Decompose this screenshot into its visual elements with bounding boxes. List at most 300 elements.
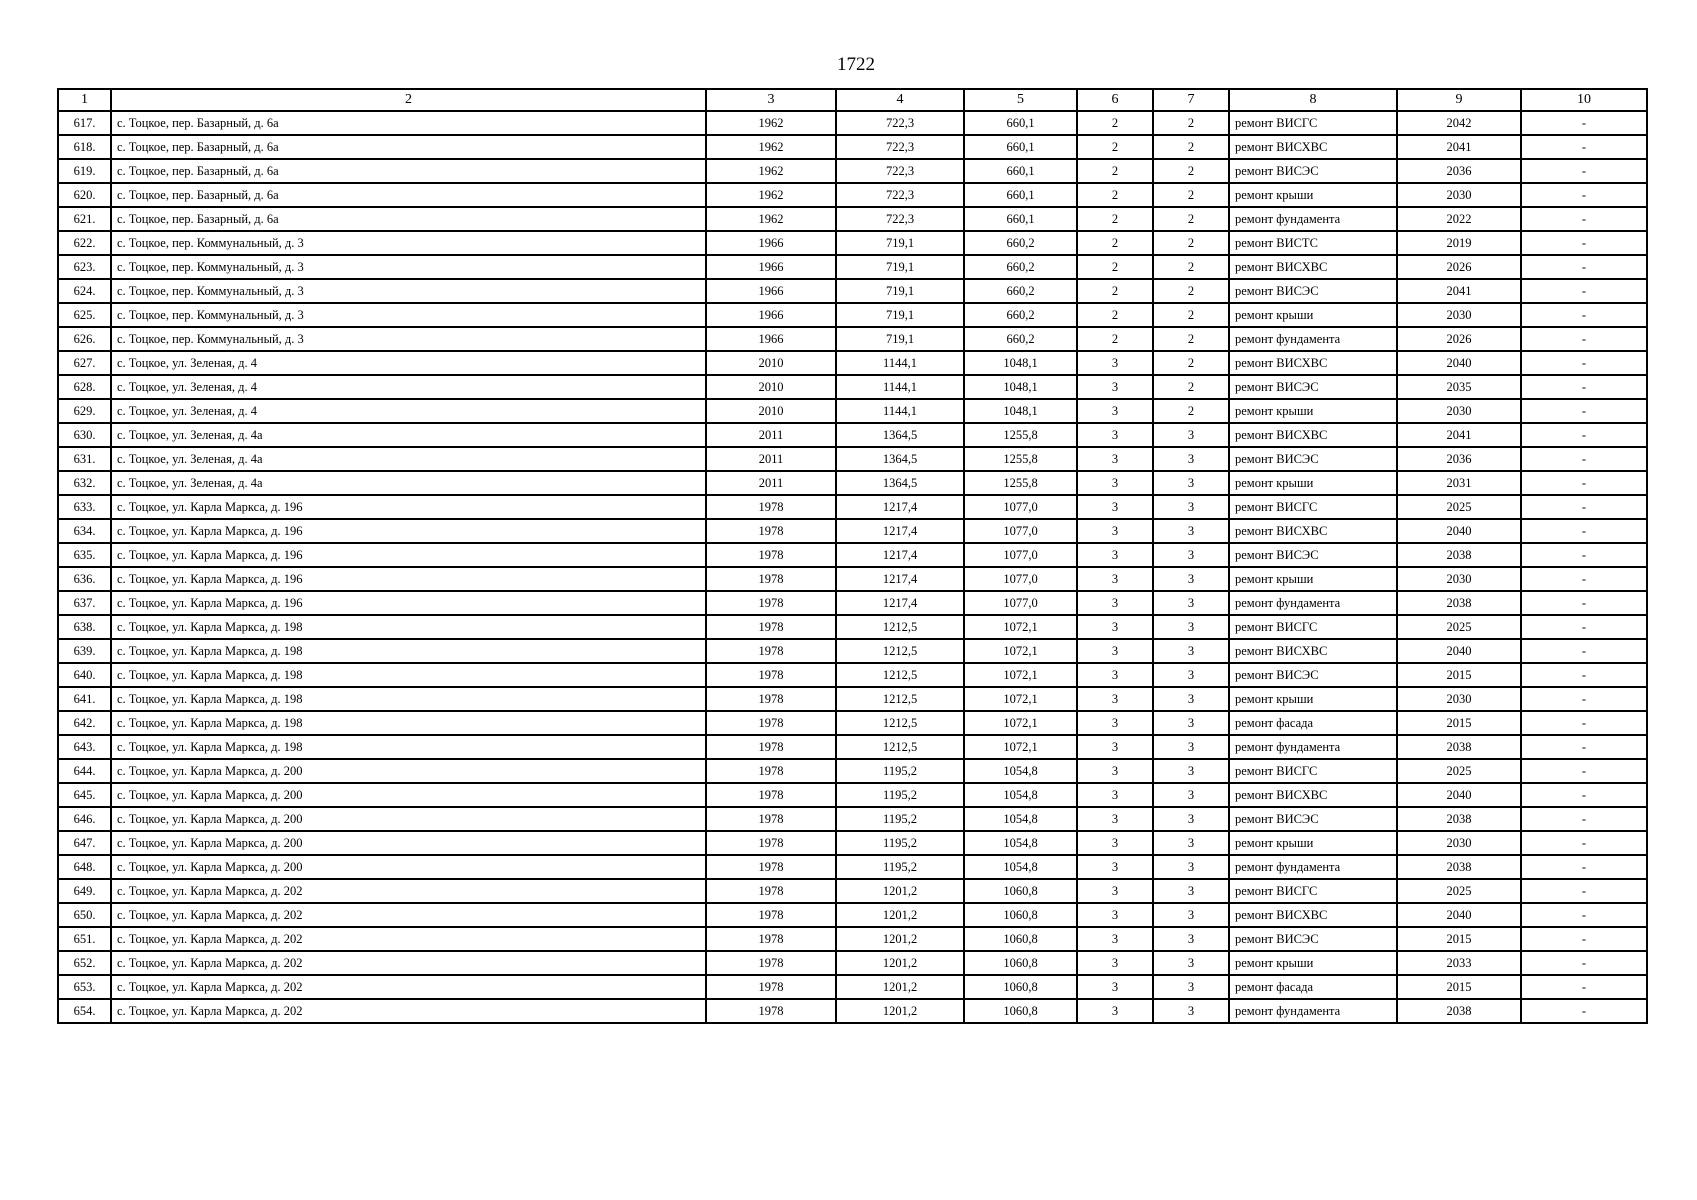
cell-living-area: 660,1 <box>964 183 1077 207</box>
cell-total-area: 719,1 <box>836 279 964 303</box>
cell-work-type: ремонт крыши <box>1229 471 1397 495</box>
cell-note: - <box>1521 279 1647 303</box>
table-row <box>58 855 1647 879</box>
cell-living-area: 1054,8 <box>964 783 1077 807</box>
table-row <box>58 903 1647 927</box>
cell-note: - <box>1521 591 1647 615</box>
cell-year-built: 1978 <box>706 903 836 927</box>
cell-work-type: ремонт ВИСХВС <box>1229 519 1397 543</box>
cell-row-number: 652. <box>58 951 111 975</box>
cell-entrances: 2 <box>1153 303 1229 327</box>
cell-entrances: 2 <box>1153 159 1229 183</box>
cell-year-built: 1978 <box>706 639 836 663</box>
cell-total-area: 1212,5 <box>836 615 964 639</box>
cell-planned-year: 2025 <box>1397 879 1521 903</box>
cell-note: - <box>1521 783 1647 807</box>
cell-note: - <box>1521 207 1647 231</box>
cell-floors: 2 <box>1077 159 1153 183</box>
cell-living-area: 1077,0 <box>964 495 1077 519</box>
cell-floors: 3 <box>1077 783 1153 807</box>
cell-address: с. Тоцкое, пер. Базарный, д. 6а <box>111 111 706 135</box>
cell-living-area: 1054,8 <box>964 807 1077 831</box>
cell-year-built: 1978 <box>706 951 836 975</box>
cell-address: с. Тоцкое, ул. Зеленая, д. 4а <box>111 423 706 447</box>
table-body <box>58 111 1647 1023</box>
table-row <box>58 975 1647 999</box>
cell-living-area: 1048,1 <box>964 375 1077 399</box>
cell-planned-year: 2036 <box>1397 159 1521 183</box>
cell-floors: 3 <box>1077 999 1153 1023</box>
cell-planned-year: 2040 <box>1397 351 1521 375</box>
cell-floors: 3 <box>1077 735 1153 759</box>
cell-work-type: ремонт фундамента <box>1229 855 1397 879</box>
cell-total-area: 1195,2 <box>836 855 964 879</box>
cell-address: с. Тоцкое, ул. Карла Маркса, д. 198 <box>111 663 706 687</box>
cell-living-area: 660,1 <box>964 111 1077 135</box>
cell-entrances: 3 <box>1153 759 1229 783</box>
cell-floors: 3 <box>1077 591 1153 615</box>
cell-work-type: ремонт крыши <box>1229 951 1397 975</box>
cell-row-number: 628. <box>58 375 111 399</box>
table-row <box>58 375 1647 399</box>
table-row <box>58 495 1647 519</box>
cell-total-area: 1144,1 <box>836 351 964 375</box>
cell-entrances: 2 <box>1153 207 1229 231</box>
cell-total-area: 719,1 <box>836 327 964 351</box>
table-row <box>58 447 1647 471</box>
cell-work-type: ремонт ВИСЭС <box>1229 807 1397 831</box>
cell-address: с. Тоцкое, ул. Карла Маркса, д. 196 <box>111 567 706 591</box>
cell-total-area: 1201,2 <box>836 951 964 975</box>
cell-note: - <box>1521 495 1647 519</box>
cell-planned-year: 2038 <box>1397 735 1521 759</box>
cell-total-area: 719,1 <box>836 231 964 255</box>
cell-planned-year: 2030 <box>1397 183 1521 207</box>
cell-planned-year: 2040 <box>1397 903 1521 927</box>
cell-floors: 3 <box>1077 543 1153 567</box>
column-header-5: 5 <box>964 89 1077 111</box>
cell-address: с. Тоцкое, пер. Коммунальный, д. 3 <box>111 255 706 279</box>
page-number: 1722 <box>837 54 875 75</box>
cell-total-area: 1364,5 <box>836 447 964 471</box>
cell-planned-year: 2026 <box>1397 255 1521 279</box>
cell-planned-year: 2025 <box>1397 759 1521 783</box>
cell-address: с. Тоцкое, ул. Карла Маркса, д. 198 <box>111 615 706 639</box>
cell-row-number: 651. <box>58 927 111 951</box>
cell-note: - <box>1521 303 1647 327</box>
cell-address: с. Тоцкое, пер. Базарный, д. 6а <box>111 159 706 183</box>
cell-address: с. Тоцкое, пер. Базарный, д. 6а <box>111 135 706 159</box>
cell-planned-year: 2025 <box>1397 495 1521 519</box>
table-row <box>58 927 1647 951</box>
cell-work-type: ремонт ВИСХВС <box>1229 255 1397 279</box>
table-row <box>58 663 1647 687</box>
cell-year-built: 2010 <box>706 375 836 399</box>
cell-address: с. Тоцкое, ул. Карла Маркса, д. 202 <box>111 879 706 903</box>
cell-total-area: 1201,2 <box>836 975 964 999</box>
cell-row-number: 618. <box>58 135 111 159</box>
cell-address: с. Тоцкое, пер. Коммунальный, д. 3 <box>111 327 706 351</box>
cell-planned-year: 2019 <box>1397 231 1521 255</box>
cell-entrances: 3 <box>1153 615 1229 639</box>
cell-year-built: 2011 <box>706 447 836 471</box>
cell-year-built: 2011 <box>706 471 836 495</box>
cell-total-area: 1364,5 <box>836 471 964 495</box>
cell-floors: 3 <box>1077 903 1153 927</box>
cell-row-number: 638. <box>58 615 111 639</box>
cell-planned-year: 2030 <box>1397 567 1521 591</box>
cell-planned-year: 2026 <box>1397 327 1521 351</box>
cell-row-number: 636. <box>58 567 111 591</box>
cell-row-number: 629. <box>58 399 111 423</box>
cell-year-built: 1978 <box>706 495 836 519</box>
table-row <box>58 303 1647 327</box>
table-row <box>58 591 1647 615</box>
cell-year-built: 1978 <box>706 783 836 807</box>
cell-address: с. Тоцкое, ул. Карла Маркса, д. 200 <box>111 783 706 807</box>
cell-entrances: 3 <box>1153 855 1229 879</box>
cell-living-area: 660,2 <box>964 303 1077 327</box>
cell-address: с. Тоцкое, пер. Базарный, д. 6а <box>111 207 706 231</box>
cell-row-number: 633. <box>58 495 111 519</box>
cell-row-number: 644. <box>58 759 111 783</box>
cell-row-number: 650. <box>58 903 111 927</box>
cell-floors: 3 <box>1077 879 1153 903</box>
cell-entrances: 3 <box>1153 687 1229 711</box>
cell-year-built: 1962 <box>706 135 836 159</box>
cell-note: - <box>1521 711 1647 735</box>
cell-work-type: ремонт фундамента <box>1229 735 1397 759</box>
cell-work-type: ремонт крыши <box>1229 567 1397 591</box>
cell-floors: 3 <box>1077 519 1153 543</box>
table-row <box>58 111 1647 135</box>
table-row <box>58 807 1647 831</box>
cell-entrances: 2 <box>1153 327 1229 351</box>
cell-entrances: 2 <box>1153 135 1229 159</box>
cell-floors: 2 <box>1077 303 1153 327</box>
cell-planned-year: 2038 <box>1397 855 1521 879</box>
cell-total-area: 1212,5 <box>836 711 964 735</box>
cell-living-area: 1072,1 <box>964 687 1077 711</box>
cell-floors: 2 <box>1077 111 1153 135</box>
cell-total-area: 1201,2 <box>836 879 964 903</box>
cell-floors: 3 <box>1077 639 1153 663</box>
cell-year-built: 1962 <box>706 159 836 183</box>
cell-total-area: 1195,2 <box>836 831 964 855</box>
cell-planned-year: 2041 <box>1397 279 1521 303</box>
table-row <box>58 711 1647 735</box>
cell-floors: 3 <box>1077 687 1153 711</box>
column-header-10: 10 <box>1521 89 1647 111</box>
cell-entrances: 3 <box>1153 975 1229 999</box>
cell-year-built: 1978 <box>706 855 836 879</box>
cell-total-area: 722,3 <box>836 207 964 231</box>
cell-total-area: 1195,2 <box>836 783 964 807</box>
cell-note: - <box>1521 567 1647 591</box>
cell-total-area: 719,1 <box>836 303 964 327</box>
cell-address: с. Тоцкое, ул. Карла Маркса, д. 202 <box>111 999 706 1023</box>
cell-row-number: 642. <box>58 711 111 735</box>
cell-year-built: 1978 <box>706 807 836 831</box>
cell-note: - <box>1521 423 1647 447</box>
cell-note: - <box>1521 807 1647 831</box>
cell-total-area: 1217,4 <box>836 591 964 615</box>
cell-living-area: 1077,0 <box>964 567 1077 591</box>
cell-row-number: 627. <box>58 351 111 375</box>
cell-total-area: 1217,4 <box>836 495 964 519</box>
cell-planned-year: 2030 <box>1397 399 1521 423</box>
table-row <box>58 423 1647 447</box>
cell-work-type: ремонт ВИСЭС <box>1229 447 1397 471</box>
cell-row-number: 635. <box>58 543 111 567</box>
cell-total-area: 722,3 <box>836 111 964 135</box>
table-row <box>58 999 1647 1023</box>
cell-floors: 3 <box>1077 351 1153 375</box>
cell-living-area: 660,2 <box>964 231 1077 255</box>
cell-living-area: 1048,1 <box>964 351 1077 375</box>
cell-living-area: 1054,8 <box>964 759 1077 783</box>
column-header-6: 6 <box>1077 89 1153 111</box>
cell-row-number: 637. <box>58 591 111 615</box>
cell-year-built: 1978 <box>706 759 836 783</box>
cell-work-type: ремонт крыши <box>1229 831 1397 855</box>
table-row <box>58 255 1647 279</box>
cell-entrances: 2 <box>1153 279 1229 303</box>
table-row <box>58 615 1647 639</box>
cell-planned-year: 2038 <box>1397 591 1521 615</box>
cell-entrances: 3 <box>1153 879 1229 903</box>
cell-work-type: ремонт ВИСЭС <box>1229 159 1397 183</box>
cell-work-type: ремонт крыши <box>1229 183 1397 207</box>
cell-living-area: 1072,1 <box>964 711 1077 735</box>
cell-year-built: 1962 <box>706 111 836 135</box>
cell-row-number: 630. <box>58 423 111 447</box>
cell-total-area: 719,1 <box>836 255 964 279</box>
cell-total-area: 1195,2 <box>836 807 964 831</box>
cell-row-number: 617. <box>58 111 111 135</box>
cell-work-type: ремонт ВИСГС <box>1229 879 1397 903</box>
cell-work-type: ремонт ВИСЭС <box>1229 279 1397 303</box>
cell-total-area: 1212,5 <box>836 663 964 687</box>
cell-note: - <box>1521 639 1647 663</box>
cell-note: - <box>1521 903 1647 927</box>
cell-address: с. Тоцкое, пер. Базарный, д. 6а <box>111 183 706 207</box>
cell-work-type: ремонт фундамента <box>1229 327 1397 351</box>
cell-row-number: 631. <box>58 447 111 471</box>
cell-total-area: 722,3 <box>836 183 964 207</box>
cell-living-area: 1072,1 <box>964 639 1077 663</box>
cell-planned-year: 2030 <box>1397 687 1521 711</box>
cell-living-area: 660,2 <box>964 255 1077 279</box>
cell-planned-year: 2022 <box>1397 207 1521 231</box>
cell-row-number: 648. <box>58 855 111 879</box>
cell-living-area: 1048,1 <box>964 399 1077 423</box>
table-row <box>58 159 1647 183</box>
cell-living-area: 1072,1 <box>964 615 1077 639</box>
cell-planned-year: 2015 <box>1397 663 1521 687</box>
table-row <box>58 519 1647 543</box>
cell-floors: 3 <box>1077 447 1153 471</box>
cell-year-built: 1978 <box>706 735 836 759</box>
cell-note: - <box>1521 927 1647 951</box>
cell-living-area: 1060,8 <box>964 927 1077 951</box>
cell-entrances: 3 <box>1153 831 1229 855</box>
table-row <box>58 207 1647 231</box>
cell-living-area: 660,1 <box>964 135 1077 159</box>
cell-note: - <box>1521 375 1647 399</box>
cell-planned-year: 2038 <box>1397 999 1521 1023</box>
cell-total-area: 1217,4 <box>836 543 964 567</box>
cell-row-number: 619. <box>58 159 111 183</box>
cell-row-number: 622. <box>58 231 111 255</box>
cell-year-built: 1962 <box>706 183 836 207</box>
cell-work-type: ремонт фундамента <box>1229 207 1397 231</box>
cell-work-type: ремонт крыши <box>1229 399 1397 423</box>
cell-floors: 2 <box>1077 231 1153 255</box>
cell-note: - <box>1521 135 1647 159</box>
cell-work-type: ремонт ВИСТС <box>1229 231 1397 255</box>
cell-work-type: ремонт крыши <box>1229 303 1397 327</box>
cell-entrances: 2 <box>1153 351 1229 375</box>
cell-living-area: 1072,1 <box>964 735 1077 759</box>
cell-planned-year: 2030 <box>1397 831 1521 855</box>
cell-work-type: ремонт ВИСГС <box>1229 759 1397 783</box>
cell-address: с. Тоцкое, ул. Карла Маркса, д. 196 <box>111 495 706 519</box>
cell-note: - <box>1521 111 1647 135</box>
cell-entrances: 3 <box>1153 567 1229 591</box>
cell-living-area: 660,2 <box>964 279 1077 303</box>
table-row <box>58 351 1647 375</box>
cell-planned-year: 2033 <box>1397 951 1521 975</box>
cell-address: с. Тоцкое, ул. Карла Маркса, д. 198 <box>111 687 706 711</box>
cell-entrances: 3 <box>1153 519 1229 543</box>
cell-living-area: 1060,8 <box>964 975 1077 999</box>
cell-row-number: 646. <box>58 807 111 831</box>
cell-note: - <box>1521 543 1647 567</box>
cell-entrances: 3 <box>1153 543 1229 567</box>
cell-work-type: ремонт ВИСГС <box>1229 615 1397 639</box>
cell-total-area: 1212,5 <box>836 735 964 759</box>
cell-floors: 3 <box>1077 927 1153 951</box>
table-row <box>58 831 1647 855</box>
cell-work-type: ремонт ВИСЭС <box>1229 543 1397 567</box>
column-header-7: 7 <box>1153 89 1229 111</box>
cell-note: - <box>1521 327 1647 351</box>
table-row <box>58 687 1647 711</box>
cell-note: - <box>1521 519 1647 543</box>
cell-year-built: 1978 <box>706 615 836 639</box>
cell-address: с. Тоцкое, ул. Карла Маркса, д. 200 <box>111 855 706 879</box>
table-row <box>58 327 1647 351</box>
cell-living-area: 1077,0 <box>964 543 1077 567</box>
cell-floors: 3 <box>1077 807 1153 831</box>
cell-floors: 3 <box>1077 567 1153 591</box>
cell-planned-year: 2015 <box>1397 711 1521 735</box>
cell-address: с. Тоцкое, ул. Зеленая, д. 4а <box>111 471 706 495</box>
cell-entrances: 2 <box>1153 231 1229 255</box>
cell-entrances: 2 <box>1153 111 1229 135</box>
cell-note: - <box>1521 879 1647 903</box>
cell-living-area: 660,1 <box>964 159 1077 183</box>
cell-address: с. Тоцкое, пер. Коммунальный, д. 3 <box>111 303 706 327</box>
cell-address: с. Тоцкое, ул. Зеленая, д. 4а <box>111 447 706 471</box>
table-row <box>58 759 1647 783</box>
table-row <box>58 183 1647 207</box>
cell-work-type: ремонт ВИСЭС <box>1229 663 1397 687</box>
cell-work-type: ремонт ВИСЭС <box>1229 375 1397 399</box>
cell-note: - <box>1521 663 1647 687</box>
cell-row-number: 643. <box>58 735 111 759</box>
cell-note: - <box>1521 159 1647 183</box>
cell-floors: 3 <box>1077 711 1153 735</box>
cell-note: - <box>1521 255 1647 279</box>
cell-year-built: 1978 <box>706 879 836 903</box>
cell-total-area: 1212,5 <box>836 687 964 711</box>
cell-floors: 3 <box>1077 423 1153 447</box>
cell-year-built: 1966 <box>706 279 836 303</box>
cell-total-area: 1201,2 <box>836 903 964 927</box>
cell-note: - <box>1521 951 1647 975</box>
cell-year-built: 1978 <box>706 975 836 999</box>
cell-planned-year: 2040 <box>1397 519 1521 543</box>
cell-planned-year: 2035 <box>1397 375 1521 399</box>
cell-floors: 3 <box>1077 855 1153 879</box>
table-header <box>58 89 1647 111</box>
cell-note: - <box>1521 183 1647 207</box>
cell-work-type: ремонт крыши <box>1229 687 1397 711</box>
cell-row-number: 620. <box>58 183 111 207</box>
cell-year-built: 1978 <box>706 567 836 591</box>
cell-floors: 3 <box>1077 951 1153 975</box>
cell-entrances: 2 <box>1153 375 1229 399</box>
cell-row-number: 639. <box>58 639 111 663</box>
cell-planned-year: 2031 <box>1397 471 1521 495</box>
table-row <box>58 879 1647 903</box>
cell-note: - <box>1521 999 1647 1023</box>
cell-year-built: 1966 <box>706 303 836 327</box>
cell-entrances: 3 <box>1153 663 1229 687</box>
cell-year-built: 1978 <box>706 591 836 615</box>
cell-floors: 2 <box>1077 207 1153 231</box>
cell-work-type: ремонт ВИСЭС <box>1229 927 1397 951</box>
cell-year-built: 1966 <box>706 231 836 255</box>
cell-floors: 3 <box>1077 399 1153 423</box>
cell-work-type: ремонт фасада <box>1229 975 1397 999</box>
cell-address: с. Тоцкое, ул. Карла Маркса, д. 202 <box>111 927 706 951</box>
cell-entrances: 3 <box>1153 639 1229 663</box>
cell-entrances: 2 <box>1153 183 1229 207</box>
cell-planned-year: 2015 <box>1397 927 1521 951</box>
cell-work-type: ремонт ВИСХВС <box>1229 903 1397 927</box>
cell-row-number: 641. <box>58 687 111 711</box>
cell-address: с. Тоцкое, ул. Зеленая, д. 4 <box>111 399 706 423</box>
cell-planned-year: 2042 <box>1397 111 1521 135</box>
cell-living-area: 1054,8 <box>964 831 1077 855</box>
cell-row-number: 625. <box>58 303 111 327</box>
cell-row-number: 621. <box>58 207 111 231</box>
cell-row-number: 632. <box>58 471 111 495</box>
cell-row-number: 626. <box>58 327 111 351</box>
cell-note: - <box>1521 447 1647 471</box>
cell-planned-year: 2036 <box>1397 447 1521 471</box>
cell-living-area: 1077,0 <box>964 591 1077 615</box>
cell-entrances: 3 <box>1153 927 1229 951</box>
cell-row-number: 653. <box>58 975 111 999</box>
column-header-1: 1 <box>58 89 111 111</box>
cell-living-area: 1255,8 <box>964 471 1077 495</box>
cell-total-area: 1212,5 <box>836 639 964 663</box>
cell-planned-year: 2040 <box>1397 783 1521 807</box>
